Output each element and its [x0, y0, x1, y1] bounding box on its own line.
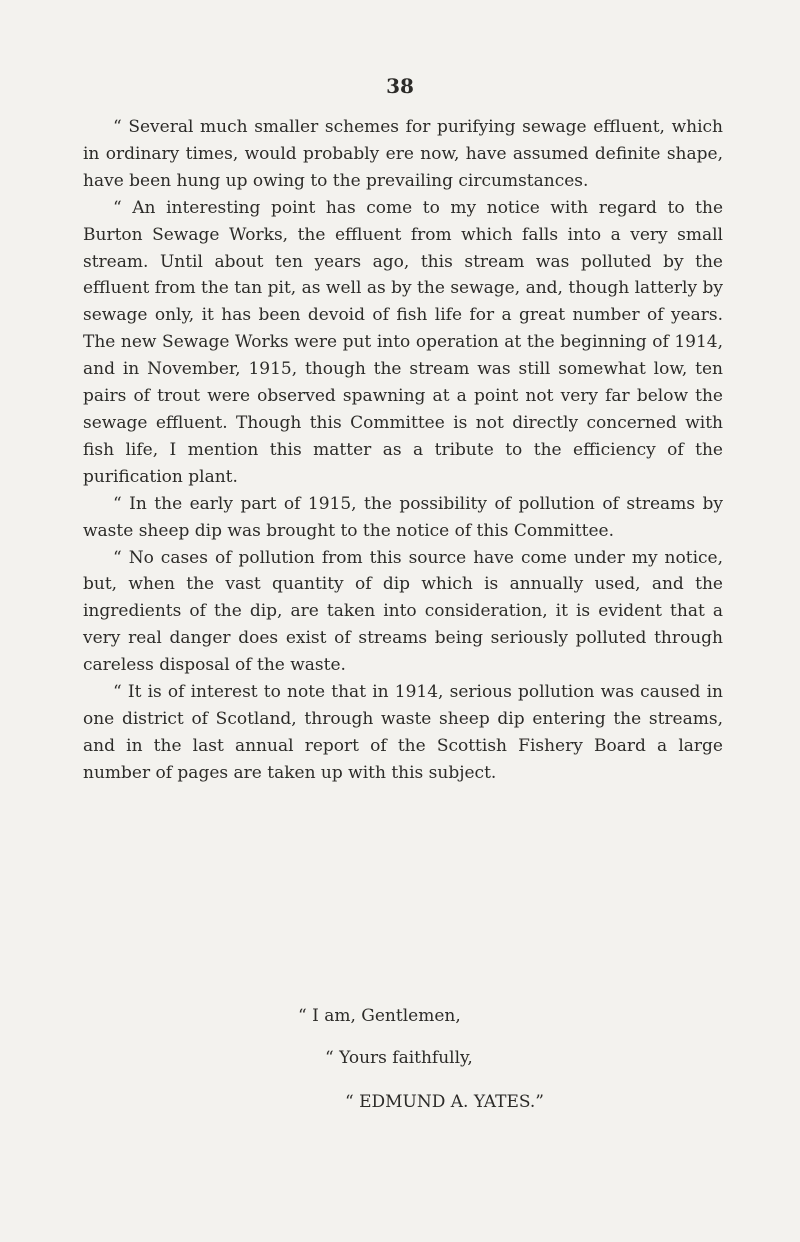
closing-valediction: “ Yours faithfully, [325, 1048, 473, 1068]
paragraph-4: “ No cases of pollution from this source have come under my notice, but, when the vast quantity of dip which is annually used, and the ingredients of the dip, are taken into consideration, it is evident that a very real danger does exist of streams being seriously polluted through careless disposal of the waste. [83, 547, 723, 676]
paragraph-3: “ In the early part of 1915, the possibility of pollution of streams by waste sheep dip was brought to the notice of this Committee. [83, 493, 723, 541]
paragraph-5: “ It is of interest to note that in 1914, serious pollution was caused in one district of Scotland, through waste sheep dip entering the streams, and in the last annual report of the Scottish Fishery Board a large number of pages are taken up with this subject. [83, 682, 723, 783]
signature: “ EDMUND A. YATES.” [345, 1092, 544, 1112]
paragraph-2: “ An interesting point has come to my notice with regard to the Burton Sewage Works, the effluent from which falls into a very small stream. Until about ten years ago, this stream was polluted by the effluent from the tan pit, as well as by the sewage, and, though latterly by sewage only, it has been devoid of fish life for a great number of years. The new Sewage Works were put into operation at the beginning of 1914, and in November, 1915, though the stream was still somewhat low, ten pairs of trout were observed spawning at a point not very far below the sewage effluent. Though this Committee is not directly concerned with fish life, I mention this matter as a tribute to the efficiency of the purification plant. [83, 197, 723, 487]
closing-salutation: “ I am, Gentlemen, [298, 1006, 461, 1026]
paragraph-1: “ Several much smaller schemes for purifying sewage effluent, which in ordinary times, would probably ere now, have assumed definite shape, have been hung up owing to the prevailing circumstances. [83, 117, 723, 191]
letter-body [83, 114, 723, 787]
page-number: 38 [386, 74, 414, 98]
